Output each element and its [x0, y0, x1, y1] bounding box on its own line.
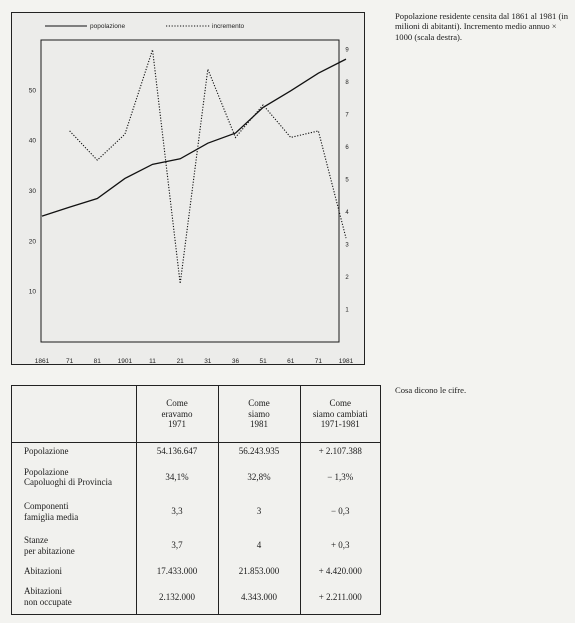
series-line-incremento — [70, 50, 346, 284]
y-left-tick-label: 40 — [28, 137, 36, 145]
y-right-tick-label: 9 — [345, 47, 349, 54]
table-cell: + 2.211.000 — [300, 580, 380, 614]
y-left-tick-label: 50 — [28, 87, 36, 95]
table-cell: 3,7 — [136, 529, 218, 563]
y-right-tick-label: 5 — [345, 177, 349, 184]
x-tick-label: 71 — [314, 358, 322, 364]
legend-label-incremento: incremento — [212, 23, 245, 30]
table-row — [12, 563, 380, 580]
table-body — [12, 443, 380, 615]
table-cell: 17.433.000 — [136, 563, 218, 580]
table-row — [12, 443, 380, 461]
table-row — [12, 529, 380, 563]
x-tick-label: 61 — [287, 358, 295, 364]
table-cell: − 0,3 — [300, 495, 380, 529]
table-cell: + 2.107.388 — [300, 443, 380, 461]
series-line-popolazione — [42, 59, 346, 216]
y-right-tick-label: 2 — [345, 275, 349, 282]
table-cell: 54.136.647 — [136, 443, 218, 461]
table-cell: 3,3 — [136, 495, 218, 529]
x-tick-label: 21 — [176, 358, 184, 364]
table-cell: 4.343.000 — [218, 580, 300, 614]
row-label: Abitazioni non occupate — [24, 586, 72, 607]
row-label: Abitazioni — [24, 566, 62, 577]
table-cell: − 1,3% — [300, 460, 380, 494]
row-label: Componenti famiglia media — [24, 501, 79, 522]
y-left-tick-label: 30 — [28, 188, 36, 195]
chart-panel — [11, 12, 365, 365]
table-header-blank — [12, 386, 136, 443]
table-cell: 32,8% — [218, 460, 300, 494]
table-cell: 2.132.000 — [136, 580, 218, 614]
x-tick-label: 81 — [93, 358, 101, 364]
legend-label-popolazione: popolazione — [90, 23, 126, 30]
y-right-tick-label: 4 — [345, 210, 349, 217]
y-right-tick-label: 3 — [345, 242, 349, 249]
x-tick-label: 1901 — [117, 358, 133, 364]
y-left-tick-label: 10 — [28, 288, 36, 296]
table-header-cell: Come siamo cambiati 1971-1981 — [300, 386, 380, 443]
table-cell: 3 — [218, 495, 300, 529]
table-caption: Cosa dicono le cifre. — [395, 385, 467, 395]
line-chart — [12, 13, 364, 364]
data-table-panel — [11, 385, 381, 615]
table-cell: 56.243.935 — [218, 443, 300, 461]
data-table — [12, 386, 380, 614]
x-tick-label: 1861 — [34, 358, 50, 364]
y-right-tick-label: 6 — [345, 145, 349, 152]
plot-frame — [41, 40, 339, 342]
chart-caption: Popolazione residente censita dal 1861 al 1981 (in milioni di abitanti). Incremento medio annuo × 1000 (scala destra). — [395, 11, 569, 42]
row-label: Stanze per abitazione — [24, 535, 75, 556]
table-cell: + 4.420.000 — [300, 563, 380, 580]
y-left-tick-label: 20 — [28, 238, 36, 246]
table-header-cell: Come eravamo 1971 — [136, 386, 218, 443]
table-cell: 21.853.000 — [218, 563, 300, 580]
y-right-tick-label: 8 — [345, 80, 349, 87]
table-cell: 34,1% — [136, 460, 218, 494]
table-header-row — [12, 386, 380, 443]
table-row — [12, 460, 380, 494]
table-cell: 4 — [218, 529, 300, 563]
table-row — [12, 580, 380, 614]
x-tick-label: 11 — [149, 358, 156, 364]
x-tick-label: 36 — [231, 358, 240, 364]
x-tick-label: 71 — [66, 358, 74, 364]
row-label: Popolazione — [24, 446, 69, 457]
table-row — [12, 495, 380, 529]
table-cell: + 0,3 — [300, 529, 380, 563]
table-header-cell: Come siamo 1981 — [218, 386, 300, 443]
row-label: Popolazione Capoluoghi di Provincia — [24, 466, 112, 488]
y-right-tick-label: 7 — [345, 112, 349, 119]
x-tick-label: 51 — [259, 358, 267, 364]
x-tick-label: 31 — [204, 358, 212, 364]
y-right-tick-label: 1 — [345, 307, 349, 314]
x-tick-label: 1981 — [338, 358, 354, 364]
